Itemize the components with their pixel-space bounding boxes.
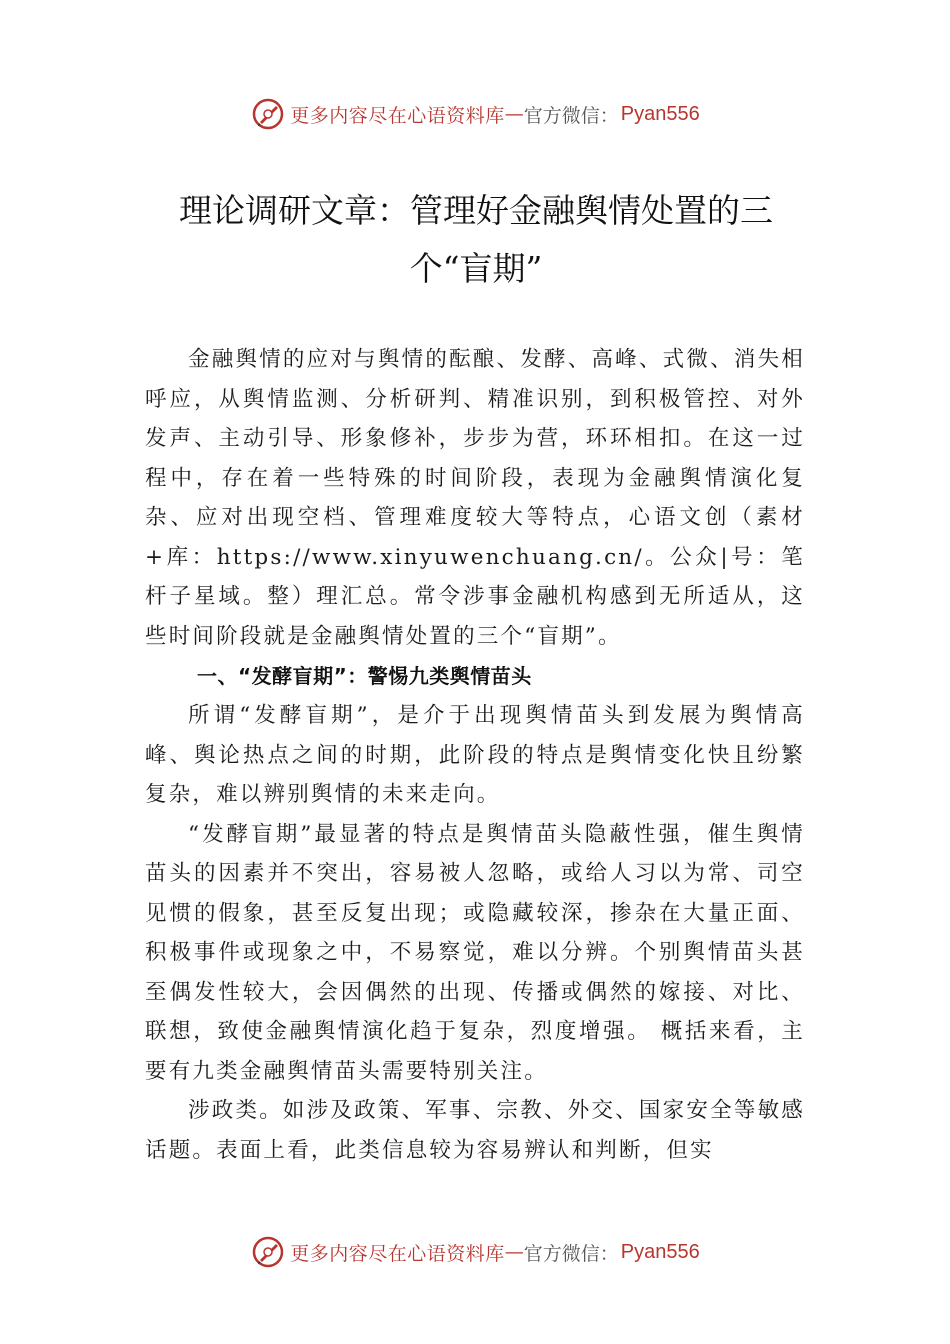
section1-paragraph-1: 所谓“发酵盲期”，是介于出现舆情苗头到发展为舆情高峰、舆论热点之间的时期，此阶段的特点是舆情变化快且纷繁复杂，难以辨别舆情的未来走向。 [145,703,805,807]
section-heading-1: 一、“发酵盲期”：警惕九类舆情苗头 [197,664,532,688]
pen-logo-icon [250,96,286,132]
banner-separator: — [504,1241,524,1263]
banner-official-label: 官方微信： [523,1242,619,1265]
intro-paragraph: 金融舆情的应对与舆情的酝酿、发酵、高峰、式微、消失相呼应，从舆情监测、分析研判、精准识别，到积极管控、对外发声、主动引导、形象修补，步步为营，环环相扣。在这一过程中，存在着一些特殊的时间阶段，表现为金融舆情演化复杂、应对出现空档、管理难度较大等特点，心语文创（素材+库：https://www.xinyuwenchuang.cn/。公众|号：笔杆子星域。整）理汇总。常令涉事金融机构感到无所适从，这些时间阶段就是金融舆情处置的三个“盲期”。 [145,347,805,649]
banner-wechat-id: Pyan556 [620,102,700,125]
pen-logo-icon [250,1234,286,1270]
document-title: 理论调研文章：管理好金融舆情处置的三个“盲期” [179,191,773,288]
banner-text: 更多内容尽在心语资料库 [290,104,505,127]
section1-paragraph-2: “发酵盲期”最显著的特点是舆情苗头隐蔽性强，催生舆情苗头的因素并不突出，容易被人忽略，或给人习以为常、司空见惯的假象，甚至反复出现；或隐藏较深，掺杂在大量正面、积极事件或现象之中，不易察觉，难以分辨。个别舆情苗头甚至偶发性较大，会因偶然的出现、传播或偶然的嫁接、对比、联想，致使金融舆情演化趋于复杂，烈度增强。 概括来看，主要有九类金融舆情苗头需要特别关注。 [145,821,805,1084]
banner-separator: — [504,103,524,125]
banner-text: 更多内容尽在心语资料库 [290,1242,505,1265]
document-body [145,340,805,1170]
banner-wechat-id: Pyan556 [620,1240,700,1263]
watermark-banner-top [0,94,950,134]
banner-official-label: 官方微信： [523,104,619,127]
watermark-banner-bottom [0,1232,950,1272]
section1-paragraph-3: 涉政类。如涉及政策、军事、宗教、外交、国家安全等敏感话题。表面上看，此类信息较为容易辨认和判断，但实 [145,1098,805,1163]
